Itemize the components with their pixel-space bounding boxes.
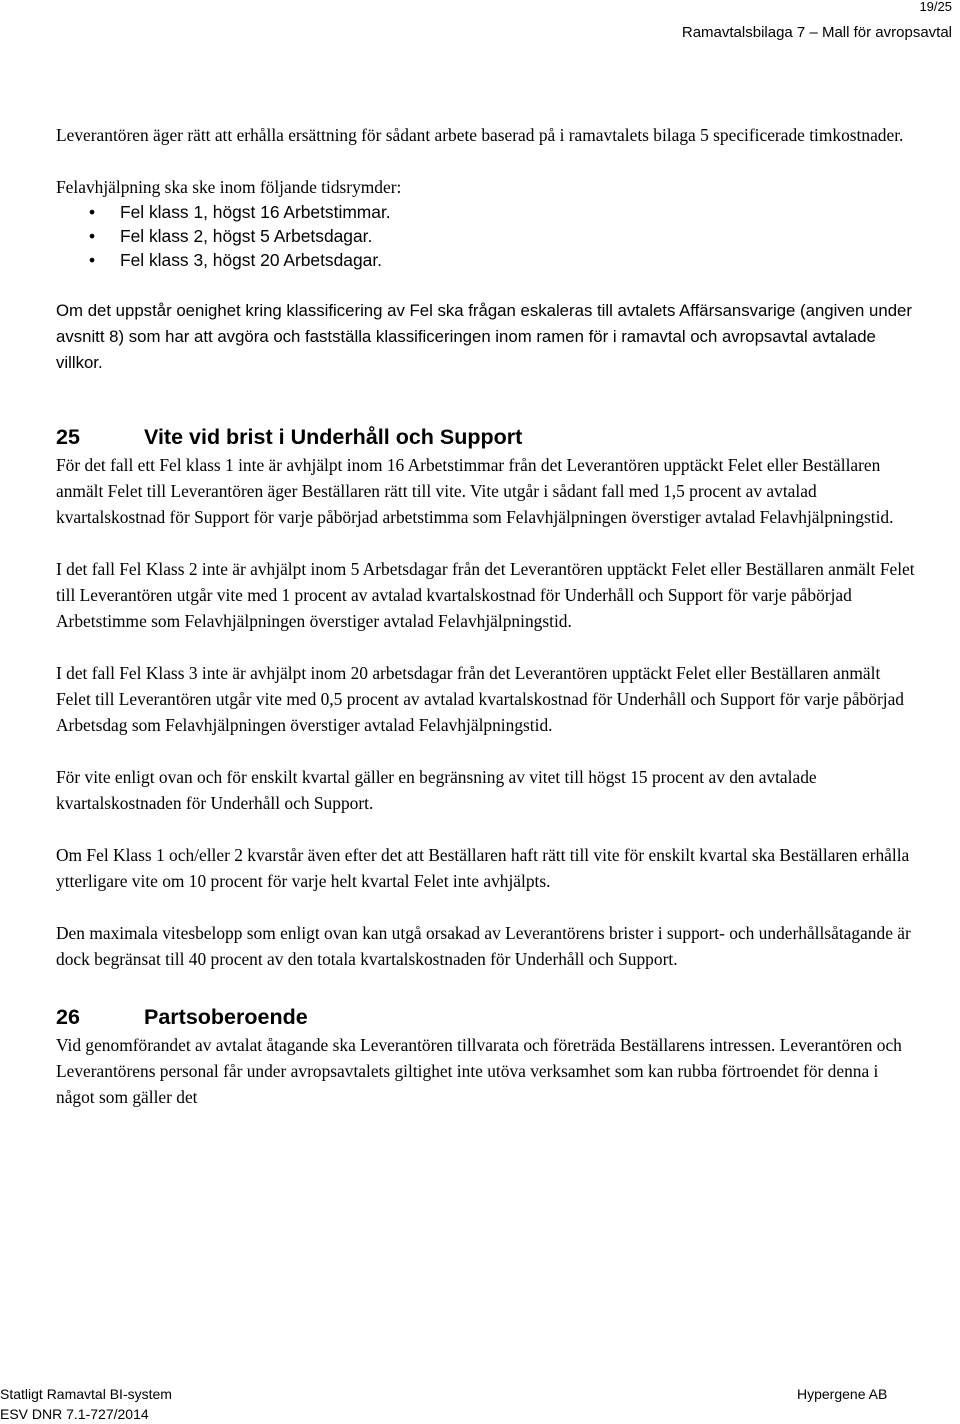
footer-left xyxy=(0,1384,172,1424)
list-item: • Fel klass 2, högst 5 Arbetsdagar. xyxy=(89,226,373,246)
paragraph-compensation: Leverantören äger rätt att erhålla ersättning för sådant arbete baserad på i ramavtalets bilaga 5 specificerade timkostnader. xyxy=(56,125,904,145)
paragraph-fault-intro: Felavhjälpning ska ske inom följande tidsrymder: xyxy=(56,177,402,197)
paragraph-independence: Vid genomförandet av avtalat åtagande ska Leverantören tillvarata och företräda Beställarens intressen. Leverantören och Leverantörens personal får under avropsavtalets giltighet inte utöva verksamhet som kan rubba förtroendet för denna i något som gäller det xyxy=(56,1035,902,1107)
footer-company: Hypergene AB xyxy=(797,1386,888,1402)
paragraph-penalty-limit: För vite enligt ovan och för enskilt kvartal gäller en begränsning av vitet till högst 15 procent av den avtalade kvartalskostnaden för Underhåll och Support. xyxy=(56,767,817,813)
section-heading-25: 25 Vite vid brist i Underhåll och Support xyxy=(56,425,523,449)
bullet-icon: • xyxy=(89,250,96,270)
paragraph-classification-dispute: Om det uppstår oenighet kring klassificering av Fel ska frågan eskaleras till avtalets Affärsansvarige (angiven under avsnitt 8) som har att avgöra och fastställa klassificeringen inom ramen för i ramavtal och avropsavtal avtalade villkor. xyxy=(56,301,912,372)
list-item: • Fel klass 3, högst 20 Arbetsdagar. xyxy=(89,250,382,270)
footer-reference-number: ESV DNR 7.1-727/2014 xyxy=(0,1406,149,1422)
paragraph-penalty-class3: I det fall Fel Klass 3 inte är avhjälpt inom 20 arbetsdagar från det Leverantören upptäckt Felet eller Beställaren anmält Felet till Leverantören utgår vite med 0,5 procent av avtalad kvartalskostnad för Underhåll och Support för varje påbörjad Arbetsdag som Felavhjälpningen överstiger avtalad Felavhjälpningstid. xyxy=(56,663,904,735)
section-heading-26: 26 Partsoberoende xyxy=(56,1005,308,1029)
document-body xyxy=(56,122,916,1110)
bullet-icon: • xyxy=(89,202,96,222)
document-header-title: Ramavtalsbilaga 7 – Mall för avropsavtal xyxy=(681,24,952,41)
paragraph-penalty-maximum: Den maximala vitesbelopp som enligt ovan kan utgå orsakad av Leverantörens brister i support- och underhållsåtagande är dock begränsat till 40 procent av den totala kvartalskostnaden för Underhåll och Support. xyxy=(56,923,911,969)
paragraph-penalty-class1: För det fall ett Fel klass 1 inte är avhjälpt inom 16 Arbetstimmar från det Leverantören upptäckt Felet eller Beställaren anmält Felet till Leverantören äger Beställaren rätt till vite. Vite utgår i sådant fall med 1,5 procent av avtalad kvartalskostnad för Support för varje påbörjad arbetstimma som Felavhjälpningen överstiger avtalad Felavhjälpningstid. xyxy=(56,455,894,527)
footer-contract-name: Statligt Ramavtal BI-system xyxy=(0,1386,172,1402)
paragraph-penalty-class2: I det fall Fel Klass 2 inte är avhjälpt inom 5 Arbetsdagar från det Leverantören upptäckt Felet eller Beställaren anmält Felet till Leverantören utgår vite med 1 procent av avtalad kvartalskostnad för Underhåll och Support för varje påbörjad Arbetstimme som Felavhjälpningen överstiger avtalad Felavhjälpningstid. xyxy=(56,559,915,631)
paragraph-penalty-additional: Om Fel Klass 1 och/eller 2 kvarstår även efter det att Beställaren haft rätt till vite för enskilt kvartal ska Beställaren erhålla ytterligare vite om 10 procent för varje helt kvartal Felet inte avhjälpts. xyxy=(56,845,910,891)
bullet-icon: • xyxy=(89,226,96,246)
fault-class-list xyxy=(56,200,916,272)
page-number: 19/25 xyxy=(919,0,952,14)
list-item: • Fel klass 1, högst 16 Arbetstimmar. xyxy=(89,202,391,222)
